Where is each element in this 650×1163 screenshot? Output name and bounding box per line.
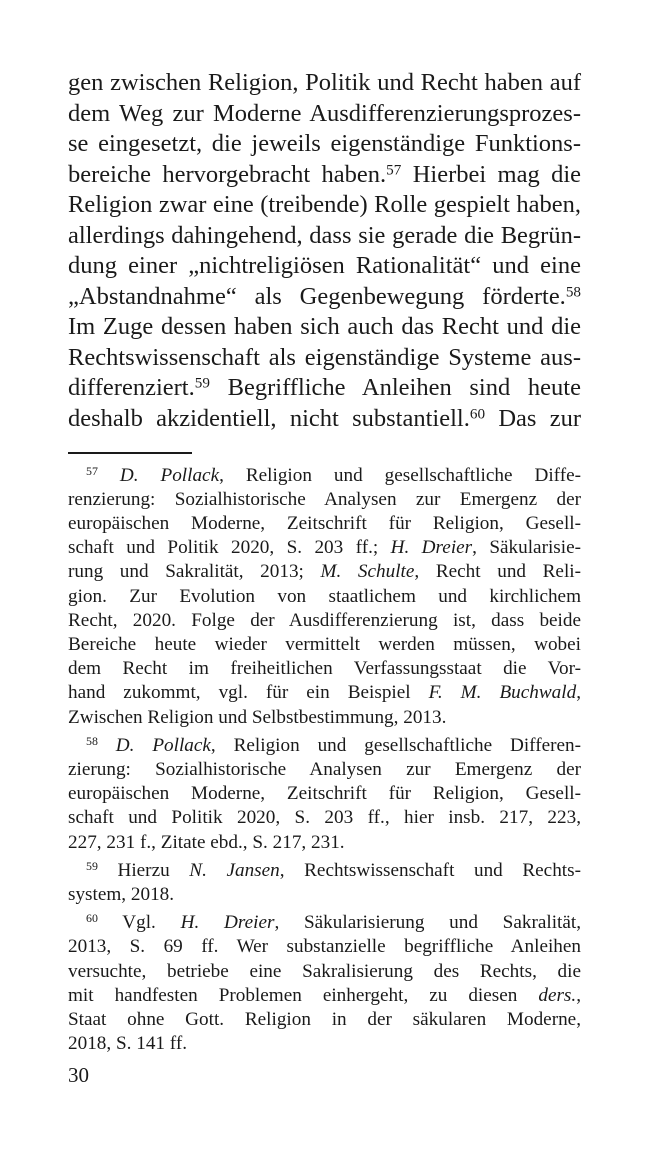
body-line xyxy=(68,373,581,404)
footnote-60 xyxy=(68,911,581,1056)
body-line: Im Zuge dessen haben sich auch das Recht und die xyxy=(68,313,581,340)
footnote-text: Recht, 2020. Folge der Ausdifferenzierung ist, dass beide xyxy=(68,609,581,631)
footnote-text: schaft und Politik 2020, S. 203 ff., hier insb. 217, 223, xyxy=(68,807,581,829)
footnote-text: 2013, S. 69 ff. Wer substanzielle begriffliche Anleihen xyxy=(68,936,581,958)
footnote-line xyxy=(68,935,581,959)
body-line: se eingesetzt, die jeweils eigenständige Funktions- xyxy=(68,130,581,157)
footnote-line xyxy=(68,536,581,560)
footnote-separator xyxy=(68,452,192,454)
footnote-text xyxy=(98,465,120,486)
footnote-text: system, 2018. xyxy=(68,883,175,905)
footnote-text: Vgl. xyxy=(97,912,181,934)
body-line: gen zwischen Religion, Politik und Recht haben auf xyxy=(68,69,581,96)
footnote-text: Zwischen Religion und Selbstbestimmung, 2013. xyxy=(68,706,447,728)
footnote-author: N. Jansen xyxy=(189,859,280,881)
footnote-text: 2018, S. 141 ff. xyxy=(68,1033,188,1055)
footnote-text: Staat ohne Gott. Religion in der säkularen Moderne, xyxy=(68,1008,581,1030)
footnote-text: , Rechtswissenschaft und Rechts- xyxy=(279,859,581,881)
footnote-number: 58 xyxy=(86,733,98,748)
body-line: Rechtswissenschaft als eigenständige Systeme aus- xyxy=(68,343,581,371)
footnote-text: europäischen Moderne, Zeitschrift für Religion, Gesell- xyxy=(68,783,581,805)
footnote-58 xyxy=(68,734,581,855)
footnote-text: Hierzu xyxy=(97,859,190,881)
footnote-author: ders. xyxy=(538,984,577,1006)
footnote-line xyxy=(68,734,581,758)
footnote-author: H. Dreier xyxy=(390,537,473,559)
footnote-57 xyxy=(68,464,581,730)
footnote-line xyxy=(68,859,581,883)
document-page xyxy=(68,68,581,1060)
footnote-text: , xyxy=(576,682,581,704)
body-text-segment: „Abstandnahme“ als Gegenbewegung förderte. xyxy=(68,282,566,310)
footnote-text: versuchte, betriebe eine Sakralisierung des Rechts, die xyxy=(68,960,581,982)
footnote-line xyxy=(68,585,581,609)
footnote-number: 60 xyxy=(86,911,98,926)
footnote-text: hand zukommt, vgl. für ein Beispiel xyxy=(68,682,429,704)
footnote-line xyxy=(68,560,581,584)
footnote-line xyxy=(68,911,581,935)
body-text-segment: bereiche hervorgebracht haben. xyxy=(68,160,387,188)
footnote-line xyxy=(68,488,581,512)
body-line xyxy=(68,160,581,191)
footnote-line xyxy=(68,681,581,705)
body-line xyxy=(68,404,581,435)
footnote-text: schaft und Politik 2020, S. 203 ff.; xyxy=(68,537,391,559)
footnote-line xyxy=(68,609,581,633)
footnote-ref-59[interactable]: 59 xyxy=(194,374,210,392)
footnote-line xyxy=(68,706,581,730)
footnote-ref-58[interactable]: 58 xyxy=(565,282,581,300)
footnote-author: D. Pollack xyxy=(115,734,211,756)
body-text-segment: Begriffliche Anleihen sind heute xyxy=(209,374,581,401)
footnote-line xyxy=(68,960,581,984)
page-number: 30 xyxy=(68,1063,89,1087)
footnote-line xyxy=(68,1008,581,1032)
body-line xyxy=(68,282,581,313)
footnote-59 xyxy=(68,859,581,907)
footnote-ref-57[interactable]: 57 xyxy=(386,160,402,178)
footnote-text xyxy=(98,735,116,756)
footnote-author: F. M. Buchwald xyxy=(428,682,577,704)
body-text xyxy=(68,68,581,434)
footnote-text: rung und Sakralität, 2013; xyxy=(68,561,321,583)
footnote-text: dem Recht im freiheitlichen Verfassungsstaat die Vor- xyxy=(68,658,581,680)
body-text-segment: differenziert. xyxy=(68,374,195,401)
footnote-text: , Recht und Reli- xyxy=(414,561,581,583)
footnote-line xyxy=(68,806,581,830)
footnote-line xyxy=(68,464,581,488)
body-text-segment: Das zur xyxy=(485,404,581,432)
body-line: dung einer „nichtreligiösen Rationalität“ und eine xyxy=(68,252,581,279)
footnote-line xyxy=(68,633,581,657)
footnote-text: , Säkularisie- xyxy=(472,537,581,559)
footnote-text: Bereiche heute wieder vermittelt werden müssen, wobei xyxy=(68,633,581,655)
body-line: dem Weg zur Moderne Ausdifferenzierungsprozes- xyxy=(68,99,581,127)
footnote-text: , Religion und gesellschaftliche Diffe- xyxy=(219,464,581,486)
footnote-text: mit handfesten Problemen einhergeht, zu diesen xyxy=(68,984,539,1006)
footnote-text: , Säkularisierung und Sakralität, xyxy=(274,912,581,934)
footnote-line xyxy=(68,512,581,536)
footnote-line xyxy=(68,782,581,806)
footnote-text: , Religion und gesellschaftliche Differen- xyxy=(210,734,581,756)
body-text-segment: deshalb akzidentiell, nicht substantiell. xyxy=(68,404,470,432)
body-text-segment: Hierbei mag die xyxy=(401,160,581,188)
footnote-line xyxy=(68,657,581,681)
footnote-number: 57 xyxy=(86,463,98,478)
footnote-line xyxy=(68,758,581,782)
footnote-author: M. Schulte xyxy=(320,561,415,583)
footnote-number: 59 xyxy=(86,858,98,873)
footnote-text: , xyxy=(576,984,581,1006)
footnote-ref-60[interactable]: 60 xyxy=(469,404,486,422)
footnote-line xyxy=(68,984,581,1008)
footnote-text: gion. Zur Evolution von staatlichem und kirchlichem xyxy=(68,585,581,607)
footnote-text: renzierung: Sozialhistorische Analysen zur Emergenz der xyxy=(68,488,581,510)
footnote-text: europäischen Moderne, Zeitschrift für Religion, Gesell- xyxy=(68,512,581,534)
footnote-line xyxy=(68,883,581,907)
footnotes-section xyxy=(68,464,581,1057)
footnote-text: 227, 231 f., Zitate ebd., S. 217, 231. xyxy=(68,831,345,853)
footnote-author: H. Dreier xyxy=(180,912,275,934)
footnote-line xyxy=(68,1032,581,1056)
footnote-author: D. Pollack xyxy=(119,464,220,486)
footnote-text: zierung: Sozialhistorische Analysen zur Emergenz der xyxy=(68,758,581,780)
body-line: Religion zwar eine (treibende) Rolle gespielt haben, xyxy=(68,191,581,218)
body-line: allerdings dahingehend, dass sie gerade die Begrün- xyxy=(68,221,581,249)
footnote-line xyxy=(68,831,581,855)
